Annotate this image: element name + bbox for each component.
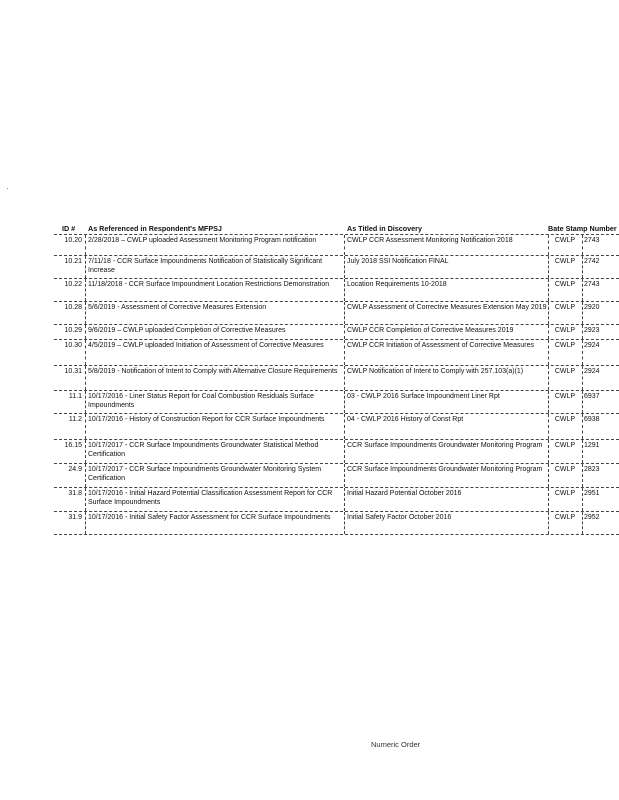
row-titled: Location Requirements 10-2018 [347, 281, 447, 288]
row-referenced: 10/17/2016 - History of Construction Report for CCR Surface Impoundments [88, 416, 325, 423]
row-id: 10.28 [64, 304, 82, 311]
row-referenced: 4/5/2019 – CWLP uploaded Initiation of Assessment of Corrective Measures [88, 342, 324, 349]
table-row [54, 511, 619, 535]
row-id: 10.30 [64, 342, 82, 349]
row-referenced: 11/18/2018 - CCR Surface Impoundment Location Restrictions Demonstration [88, 281, 330, 288]
row-bates-number: 2743 [584, 281, 600, 288]
row-referenced: 7/11/18 - CCR Surface Impoundments Notification of Statistically Significant Increase [88, 258, 323, 274]
row-bates-number: 2742 [584, 258, 600, 265]
row-titled: CWLP CCR Completion of Corrective Measures 2019 [347, 327, 514, 334]
row-referenced: 10/17/2016 - Initial Hazard Potential Classification Assessment Report for CCR Surface Impoundments [88, 490, 333, 506]
row-bates-number: 1291 [584, 442, 600, 449]
row-bates-number: 2923 [584, 327, 600, 334]
table-row [54, 487, 619, 511]
row-bates-number: 2951 [584, 490, 600, 497]
row-id: 10.21 [64, 258, 82, 265]
row-bates-number: 2924 [584, 368, 600, 375]
row-party: CWLP [554, 342, 576, 349]
row-party: CWLP [554, 237, 576, 244]
row-party: CWLP [554, 304, 576, 311]
row-party: CWLP [554, 490, 576, 497]
header-bates: Bate Stamp Number [548, 224, 617, 233]
row-id: 10.22 [64, 281, 82, 288]
table-header [54, 224, 619, 234]
header-referenced: As Referenced in Respondent's MFPSJ [88, 224, 222, 233]
row-referenced: 10/17/2017 - CCR Surface Impoundments Groundwater Monitoring System Certification [88, 466, 322, 482]
row-party: CWLP [554, 368, 576, 375]
row-id: 10.29 [64, 327, 82, 334]
row-titled: CWLP Assessment of Corrective Measures Extension May 2019 [347, 304, 547, 311]
row-referenced: 5/8/2019 - Notification of Intent to Comply with Alternative Closure Requirements [88, 368, 338, 375]
header-titled: As Titled in Discovery [347, 224, 422, 233]
table-row [54, 413, 619, 439]
row-titled: 03 - CWLP 2016 Surface Impoundment Liner Rpt [347, 393, 500, 400]
row-id: 11.2 [68, 416, 82, 423]
table-row [54, 278, 619, 301]
row-bates-number: 2823 [584, 466, 600, 473]
row-titled: CWLP CCR Initiation of Assessment of Corrective Measures [347, 342, 534, 349]
row-party: CWLP [554, 466, 576, 473]
row-referenced: 5/6/2019 - Assessment of Corrective Measures Extension [88, 304, 267, 311]
header-id: ID # [62, 224, 76, 233]
row-titled: Initial Hazard Potential October 2016 [347, 490, 462, 497]
row-id: 10.20 [64, 237, 82, 244]
table-row [54, 234, 619, 255]
row-titled: July 2018 SSI Notification FINAL [347, 258, 449, 265]
row-id: 31.9 [68, 514, 82, 521]
scan-speck [7, 188, 8, 189]
row-bates-number: 2743 [584, 237, 600, 244]
row-id: 11.1 [68, 393, 82, 400]
row-bates-number: 2920 [584, 304, 600, 311]
row-referenced: 10/17/2017 - CCR Surface Impoundments Groundwater Statistical Method Certification [88, 442, 319, 458]
row-referenced: 10/17/2016 - Initial Safety Factor Assessment for CCR Surface Impoundments [88, 514, 331, 521]
row-titled: CCR Surface Impoundments Groundwater Monitoring Program [347, 466, 543, 473]
row-bates-number: 6938 [584, 416, 600, 423]
row-party: CWLP [554, 258, 576, 265]
row-titled: CWLP CCR Assessment Monitoring Notification 2018 [347, 237, 513, 244]
row-titled: 04 - CWLP 2016 History of Const Rpt [347, 416, 464, 423]
row-id: 31.8 [68, 490, 82, 497]
table-row [54, 365, 619, 390]
row-referenced: 10/17/2016 - Liner Status Report for Coal Combustion Residuals Surface Impoundments [88, 393, 315, 409]
table-row [54, 439, 619, 463]
table-row [54, 339, 619, 365]
table-row [54, 301, 619, 324]
row-party: CWLP [554, 393, 576, 400]
row-titled: Initial Safety Factor October 2016 [347, 514, 452, 521]
row-bates-number: 2924 [584, 342, 600, 349]
row-referenced: 9/6/2019 – CWLP uploaded Completion of Corrective Measures [88, 327, 286, 334]
row-bates-number: 6937 [584, 393, 600, 400]
table-row [54, 390, 619, 413]
row-party: CWLP [554, 281, 576, 288]
row-bates-number: 2952 [584, 514, 600, 521]
row-id: 16.15 [64, 442, 82, 449]
row-id: 10.31 [64, 368, 82, 375]
row-titled: CCR Surface Impoundments Groundwater Monitoring Program [347, 442, 543, 449]
table-row [54, 255, 619, 278]
row-titled: CWLP Notification of Intent to Comply with 257.103(a)(1) [347, 368, 524, 375]
row-referenced: 2/28/2018 – CWLP uploaded Assessment Monitoring Program notification [88, 237, 317, 244]
row-party: CWLP [554, 514, 576, 521]
table-row [54, 324, 619, 339]
table-row [54, 463, 619, 487]
row-id: 24.9 [68, 466, 82, 473]
row-party: CWLP [554, 442, 576, 449]
page-footer: Numeric Order [371, 740, 421, 749]
row-party: CWLP [554, 327, 576, 334]
row-party: CWLP [554, 416, 576, 423]
discovery-table [54, 224, 619, 535]
